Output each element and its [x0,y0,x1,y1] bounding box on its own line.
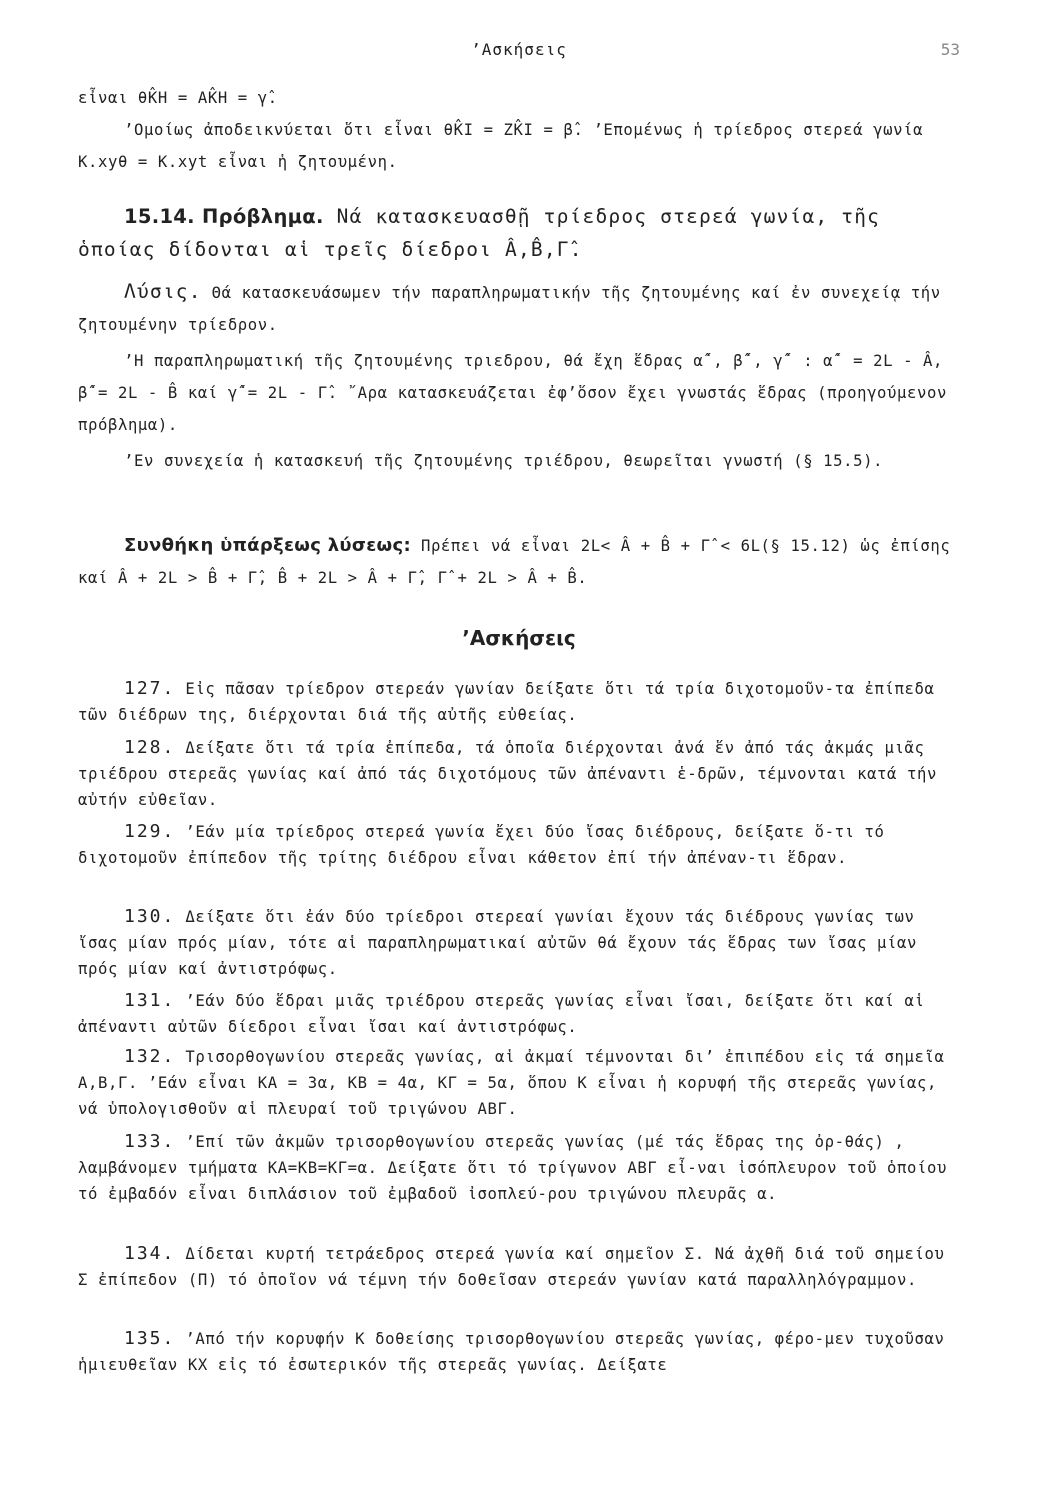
exercise-text: Δείξατε ὅτι τά τρία ἐπίπεδα, τά ὁποῖα διέρχονται ἀνά ἕν ἀπό τάς ἀκμάς μιᾶς τριέδρου στερεᾶς γωνίας καί ἀπό τάς διχοτόμους τῶν ἀπέναντι ἑ-δρῶν, τέμνονται κατά τήν αὐτήν εὐθεῖαν. [78,739,937,809]
exercise-131 [78,988,958,1040]
exercise-text: Δίδεται κυρτή τετράεδρος στερεά γωνία καί σημεῖον Σ. Νά ἀχθῆ διά τοῦ σημείου Σ ἐπίπεδον (Π) τό ὁποῖον νά τέμνη τήν δοθεῖσαν στερεάν γωνίαν κατά παραλληλόγραμμον. [78,1245,945,1289]
problem-label: 15.14. Πρόβλημα. [124,205,324,228]
exercise-127 [78,676,958,728]
page-number: 53 [940,40,960,59]
exercise-number: 131. [124,990,176,1011]
exercise-number: 133. [124,1131,176,1152]
exercise-number: 129. [124,821,176,842]
exercise-129 [78,819,958,871]
exercise-number: 134. [124,1243,176,1264]
solution-block [78,275,958,477]
condition-text: Πρέπει νά εἶναι 2L< Â + B̂ + Γ̂ < 6L(§ 15.12) ὡς ἐπίσης καί Â + 2L > B̂ + Γ̂, B̂ + 2L > Â + Γ̂, Γ̂ + 2L > Â + B̂. [78,537,951,587]
exercise-132 [78,1044,958,1122]
exercise-128 [78,735,958,813]
exercise-130 [78,904,958,982]
condition-label: Συνθήκη ὑπάρξεως λύσεως: [124,535,411,556]
problem-statement: Νά κατασκευασθῇ τρίεδρος στερεά γωνία, τῆς ὁποίας δίδονται αἱ τρεῖς δίεδροι Â,B̂,Γ̂. [78,205,881,261]
exercise-134 [78,1241,958,1293]
exercises-heading: ’Ασκήσεις [462,626,576,650]
problem-block [78,200,958,266]
intro-paragraph: ’Ομοίως ἀποδεικνύεται ὅτι εἶναι θK̂I = ZK̂I = β̂. ’Επομένως ἡ τρίεδρος στερεά γωνία K.xyθ = K.xyt εἶναι ἡ ζητουμένη. [78,121,924,171]
exercise-text: ’Εάν δύο ἕδραι μιᾶς τριέδρου στερεᾶς γωνίας εἶναι ἴσαι, δείξατε ὅτι καί αἱ ἀπέναντι αὐτῶν δίεδροι εἶναι ἴσαι καί ἀντιστρόφως. [78,992,925,1036]
exercise-text: Δείξατε ὅτι ἐάν δύο τρίεδροι στερεαί γωνίαι ἔχουν τάς διέδρους γωνίας των ἴσας μίαν πρός μίαν, τότε αἱ παραπληρωματικαί αὐτῶν θά ἔχουν τάς ἕδρας των ἴσας μίαν πρός μίαν καί ἀντιστρόφως. [78,908,918,978]
solution-paragraph: ’Η παραπληρωματική τῆς ζητουμένης τριεδρου, θά ἔχη ἕδρας α̂΄, β̂΄, γ̂΄ : α̂΄ = 2L - Â, β̂΄= 2L - B̂ καί γ̂΄= 2L - Γ̂. ῎Αρα κατασκευάζεται ἐφ’ὅσον ἔχει γνωστάς ἕδρας (προηγούμενον πρόβλημα). [78,352,947,434]
exercise-text: ’Επί τῶν ἀκμῶν τρισορθογωνίου στερεᾶς γωνίας (μέ τάς ἕδρας της ὀρ-θάς) , λαμβάνομεν τμήματα ΚΑ=ΚΒ=ΚΓ=α. Δείξατε ὅτι τό τρίγωνον ΑΒΓ εἶ-ναι ἰσόπλευρον τοῦ ὁποίου τό ἐμβαδόν εἶναι διπλάσιον τοῦ ἐμβαδοῦ ἰσοπλεύ-ρου τριγώνου πλευρᾶς α. [78,1133,947,1203]
exercise-number: 127. [124,678,176,699]
exercise-text: Τρισορθογωνίου στερεᾶς γωνίας, αἱ ἀκμαί τέμνονται δι’ ἐπιπέδου εἰς τά σημεῖα Α,Β,Γ. ’Εάν εἶναι ΚΑ = 3α, ΚΒ = 4α, ΚΓ = 5α, ὅπου Κ εἶναι ἡ κορυφή τῆς στερεᾶς γωνίας, νά ὑπολογισθοῦν αἱ πλευραί τοῦ τριγώνου ΑΒΓ. [78,1048,945,1118]
exercise-text: ’Εάν μία τρίεδρος στερεά γωνία ἔχει δύο ἴσας διέδρους, δείξατε ὅ-τι τό διχοτομοῦν ἐπίπεδον τῆς τρίτης διέδρου εἶναι κάθετον ἐπί τήν ἀπέναν-τι ἕδραν. [78,823,885,867]
exercise-text: ’Από τήν κορυφήν Κ δοθείσης τρισορθογωνίου στερεᾶς γωνίας, φέρο-μεν τυχοῦσαν ἡμιευθεῖαν ΚΧ εἰς τό ἐσωτερικόν τῆς στερεᾶς γωνίας. Δείξατε [78,1330,945,1374]
exercise-number: 130. [124,906,176,927]
exercise-number: 132. [124,1046,176,1067]
exercise-text: Εἰς πᾶσαν τρίεδρον στερεάν γωνίαν δείξατε ὅτι τά τρία διχοτομοῦν-τα ἐπίπεδα τῶν διέδρων της, διέρχονται διά τῆς αὐτῆς εὐθείας. [78,680,935,724]
running-header: ’Ασκήσεις [471,40,567,59]
intro-line: εἶναι θK̂H = AK̂H = γ̂. [78,89,278,107]
solution-line: Θά κατασκευάσωμεν τήν παραπληρωματικήν τῆς ζητουμένης καί ἐν συνεχείᾳ τήν ζητουμένην τρίεδρον. [78,284,941,334]
exercise-133 [78,1129,958,1207]
exercise-number: 135. [124,1328,176,1349]
intro-block [78,82,958,178]
exercise-135 [78,1326,958,1378]
solution-paragraph-2: ’Εν συνεχεία ἡ κατασκευή τῆς ζητουμένης τριέδρου, θεωρεῖται γνωστή (§ 15.5). [124,452,884,470]
solution-label: Λύσις. [124,280,202,303]
condition-block [78,530,958,594]
exercise-number: 128. [124,737,176,758]
